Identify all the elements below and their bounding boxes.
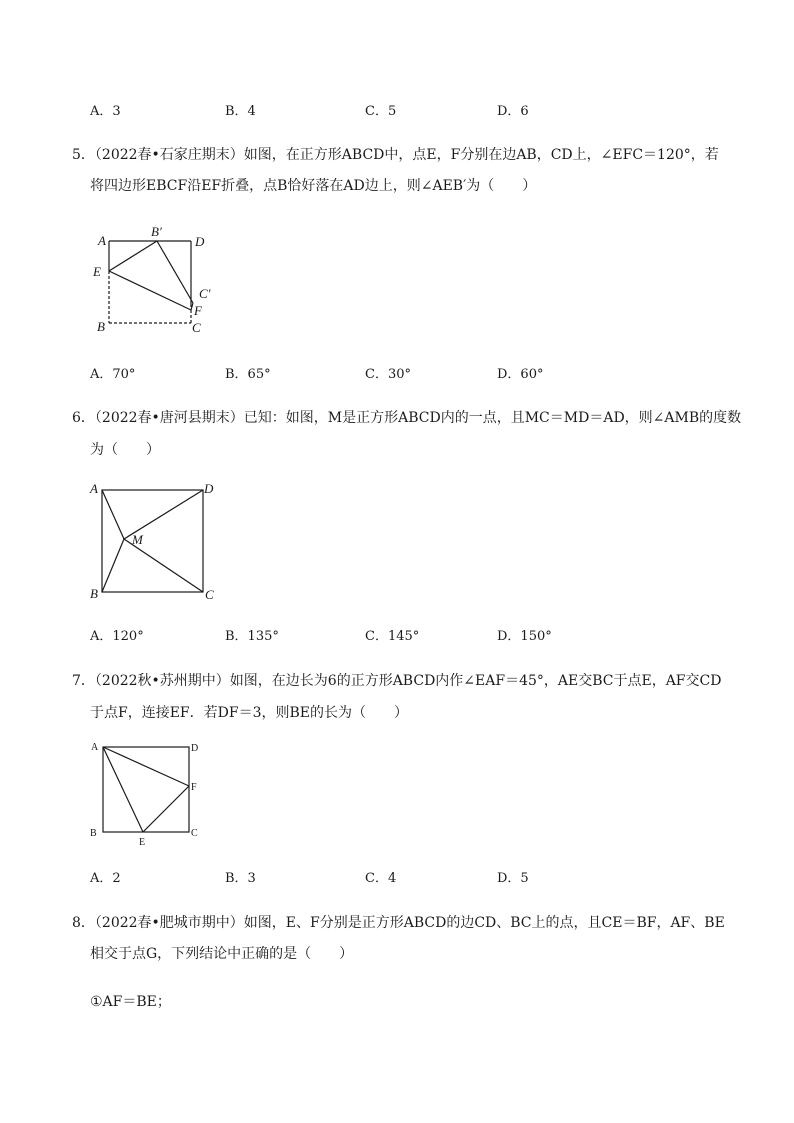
q7-option-a: A．2 xyxy=(90,871,121,886)
q7-option-d: D．5 xyxy=(497,871,529,886)
q5-label-d: D xyxy=(195,234,205,249)
top-option-d: D．6 xyxy=(497,104,529,119)
q5-figure xyxy=(85,218,225,343)
top-option-b: B．4 xyxy=(225,104,256,119)
q5-stem-line2: 将四边形EBCF沿EF折叠，点B恰好落在AD边上，则∠AEB′为（ ） xyxy=(90,178,537,194)
q6-segment-bm xyxy=(102,539,124,592)
q6-label-m: M xyxy=(132,532,143,547)
q5-option-b: B．65° xyxy=(225,367,271,382)
q5-option-a: A．70° xyxy=(90,367,136,382)
q7-segment-af xyxy=(103,747,189,786)
q7-label-a: A xyxy=(91,742,99,753)
q6-option-a: A．120° xyxy=(90,629,144,644)
q6-square xyxy=(102,490,203,592)
top-option-c: C．5 xyxy=(365,104,397,119)
q6-stem-line2: 为（ ） xyxy=(90,442,160,458)
q5-fold-b1c1 xyxy=(157,241,193,303)
q7-label-f: F xyxy=(191,782,197,793)
q8-conclusion-1: ①AF＝BE； xyxy=(90,994,171,1010)
q6-segment-am xyxy=(102,490,124,539)
q7-square xyxy=(103,747,189,832)
q8-stem-line1: 8．（2022春•肥城市期中）如图，E、F分别是正方形ABCD的边CD、BC上的点，且CE＝BF，AF、BE xyxy=(72,915,725,931)
q7-option-c: C．4 xyxy=(365,871,397,886)
q5-label-c: C xyxy=(192,320,201,335)
q6-label-b: B xyxy=(90,586,98,601)
q5-label-f: F xyxy=(194,303,202,318)
q6-label-d: D xyxy=(204,481,214,496)
q5-fold-ef xyxy=(109,271,191,310)
q7-label-e: E xyxy=(139,837,146,848)
q6-option-b: B．135° xyxy=(225,629,279,644)
q6-label-c: C xyxy=(205,587,214,602)
q6-figure xyxy=(85,478,225,606)
q5-option-d: D．60° xyxy=(497,367,544,382)
q6-label-a: A xyxy=(90,481,98,496)
q5-label-e: E xyxy=(93,264,101,279)
q5-label-b1: B′ xyxy=(151,224,162,239)
q6-option-c: C．145° xyxy=(365,629,420,644)
top-option-a: A．3 xyxy=(90,104,121,119)
q5-label-c1: C′ xyxy=(199,286,211,301)
q5-label-a: A xyxy=(98,233,106,248)
q5-option-c: C．30° xyxy=(365,367,411,382)
q7-option-b: B．3 xyxy=(225,871,256,886)
q7-label-d: D xyxy=(191,743,199,754)
q6-stem-line1: 6．（2022春•唐河县期末）已知：如图，M是正方形ABCD内的一点，且MC＝MD＝AD，则∠AMB的度数 xyxy=(72,410,742,426)
q7-stem-line2: 于点F，连接EF．若DF＝3，则BE的长为（ ） xyxy=(90,705,408,721)
q7-segment-ef xyxy=(143,786,189,832)
q7-figure xyxy=(85,736,215,851)
q5-label-b: B xyxy=(97,319,105,334)
q7-stem-line1: 7．（2022秋•苏州期中）如图，在边长为6的正方形ABCD内作∠EAF＝45°，AE交BC于点E，AF交CD xyxy=(72,673,722,689)
q5-fold-eb1 xyxy=(109,241,157,271)
q8-stem-line2: 相交于点G，下列结论中正确的是（ ） xyxy=(90,946,354,962)
q7-label-b: B xyxy=(90,828,97,839)
q7-segment-ae xyxy=(103,747,143,832)
q5-stem-line1: 5．（2022春•石家庄期末）如图，在正方形ABCD中，点E，F分别在边AB，CD上，∠EFC＝120°，若 xyxy=(72,147,719,163)
q7-label-c: C xyxy=(191,828,198,839)
q6-option-d: D．150° xyxy=(497,629,552,644)
